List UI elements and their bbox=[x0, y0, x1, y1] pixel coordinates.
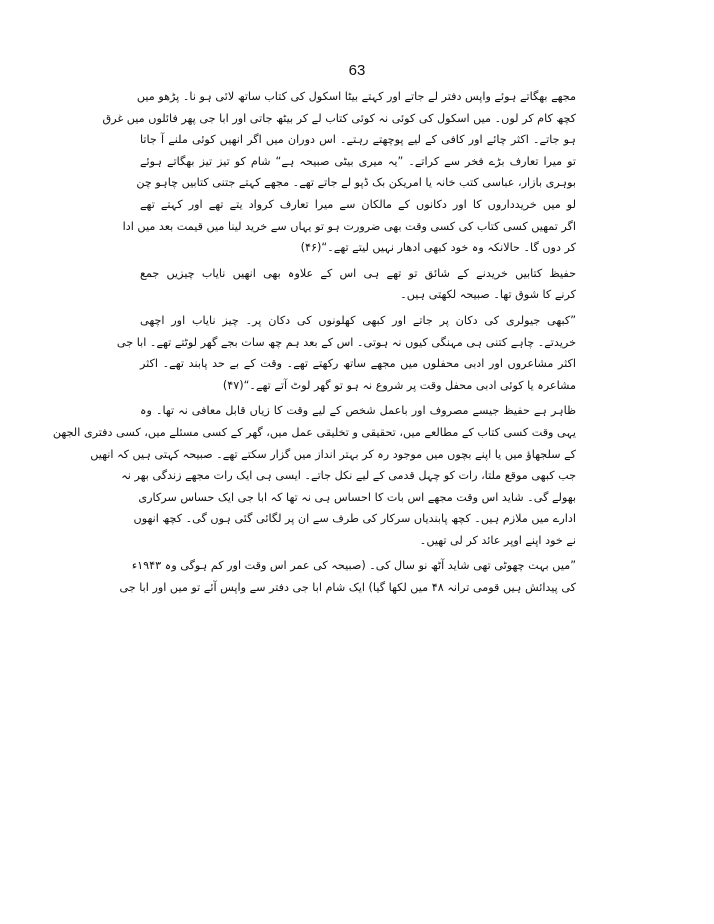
text-line: بوہری بازار، عباسی کتب خانہ یا امریکن بک ڈپو لے جاتے تھے۔ مجھے کہتے جتنی کتابیں چاہو چن bbox=[136, 176, 576, 190]
quote-line: کی پیدائش ہیں قومی ترانہ ۴۸ میں لکھا گیا) ایک شام ابا جی دفتر سے واپس آئے تو میں اور ابا جی bbox=[119, 581, 576, 595]
quote-line: خریدتے۔ چاہے کتنی ہی مہنگی کیوں نہ ہوتی۔ اس کے بعد ہم چھ سات بجے گھر لوٹتے تھے۔ ابا جی bbox=[116, 335, 576, 349]
text-line: ہو جاتے۔ اکثر چائے اور کافی کے لیے پوچھتے رہتے۔ اس دوران میں اگر انھیں کوئی ملنے آ جاتا bbox=[140, 133, 576, 147]
text-line: نے خود اپنے اوپر عائد کر لی تھیں۔ bbox=[419, 533, 576, 547]
text-line: مجھے بھگاتے ہوئے واپس دفتر لے جاتے اور کہتے بیٹا اسکول کی کتاب ساتھ لائی ہو نا۔ پڑھو میں bbox=[136, 90, 576, 103]
text-line: حفیظ کتابیں خریدنے کے شائق تو تھے ہی اس کے علاوہ بھی انھیں نایاب چیزیں جمع bbox=[140, 266, 576, 280]
text-line: کرنے کا شوق تھا۔ صبیحہ لکھتی ہیں۔ bbox=[400, 288, 576, 302]
text-line: یہی وقت کسی کتاب کے مطالعے میں، تحقیقی و تخلیقی عمل میں، گھر کے کسی مسئلے میں، کسی دفتری الجھن bbox=[52, 425, 576, 439]
text-line: کر دوں گا۔ حالانکہ وہ خود کبھی ادھار نہیں لیتے تھے۔“(۴۶) bbox=[300, 241, 576, 255]
quote-line: ”کبھی جیولری کی دکان پر جاتے اور کبھی کھلونوں کی دکان پر۔ چیز نایاب اور اچھی bbox=[140, 313, 576, 327]
text-line: بھولے گی۔ شاید اس وقت مجھے اس بات کا احساس ہی نہ تھا کہ ابا جی ایک حساس سرکاری bbox=[138, 490, 576, 504]
quote-line: مشاعرہ یا کوئی ادبی محفل وقت پر شروع نہ ہو تو گھر لوٹ آتے تھے۔“(۴۷) bbox=[222, 378, 576, 392]
text-line: لو میں خریدداروں کا اور دکانوں کے مالکان سے میرا تعارف کرواد یتے تھے اور کہتے تھے bbox=[140, 197, 576, 211]
body-text bbox=[52, 86, 576, 599]
page-number: 63 bbox=[348, 62, 366, 79]
text-line: کے سلجھاؤ میں یا اپنے بچوں میں موجود رہ کر بہتر انداز میں گزار سکتے تھے۔ صبیحہ کہتی ہیں کہ انھیں bbox=[90, 447, 576, 461]
text-line: جب کبھی موقع ملتا، رات کو چہل قدمی کے لیے نکل جاتے۔ ایسی ہی ایک رات مجھے زندگی بھر نہ bbox=[121, 469, 576, 483]
text-line: ظاہر ہے حفیظ جیسے مصروف اور باعمل شخص کے لیے وقت کا زیاں قابل معافی نہ تھا۔ وہ bbox=[140, 404, 576, 418]
quote-line: ”میں بہت چھوٹی تھی شاید آٹھ نو سال کی۔ (صبیحہ کی عمر اس وقت اور کم ہوگی وہ ۱۹۴۳ء bbox=[131, 559, 576, 573]
quote-line: اکثر مشاعروں اور ادبی محفلوں میں مجھے ساتھ رکھتے تھے۔ وقت کے بے حد پابند تھے۔ اکثر bbox=[140, 357, 576, 371]
text-line: ادارے میں ملازم ہیں۔ کچھ پابندیاں سرکار کی طرف سے ان پر لگائی گئی ہوں گی۔ کچھ انھوں bbox=[133, 512, 576, 526]
text-line: تو میرا تعارف بڑے فخر سے کراتے۔ ”یہ میری بیٹی صبیحہ ہے“ شام کو تیز تیز بھگاتے ہوئے bbox=[140, 154, 576, 168]
text-line: اگر تمھیں کسی کتاب کی کسی وقت بھی ضرورت ہو تو یہاں سے خرید لینا میں قیمت بعد میں ادا bbox=[122, 219, 576, 233]
text-line: کچھ کام کر لوں۔ میں اسکول کی کوئی نہ کوئی کتاب لے کر بیٹھ جاتی اور ابا جی پھر فائلوں میں غرق bbox=[102, 111, 576, 125]
